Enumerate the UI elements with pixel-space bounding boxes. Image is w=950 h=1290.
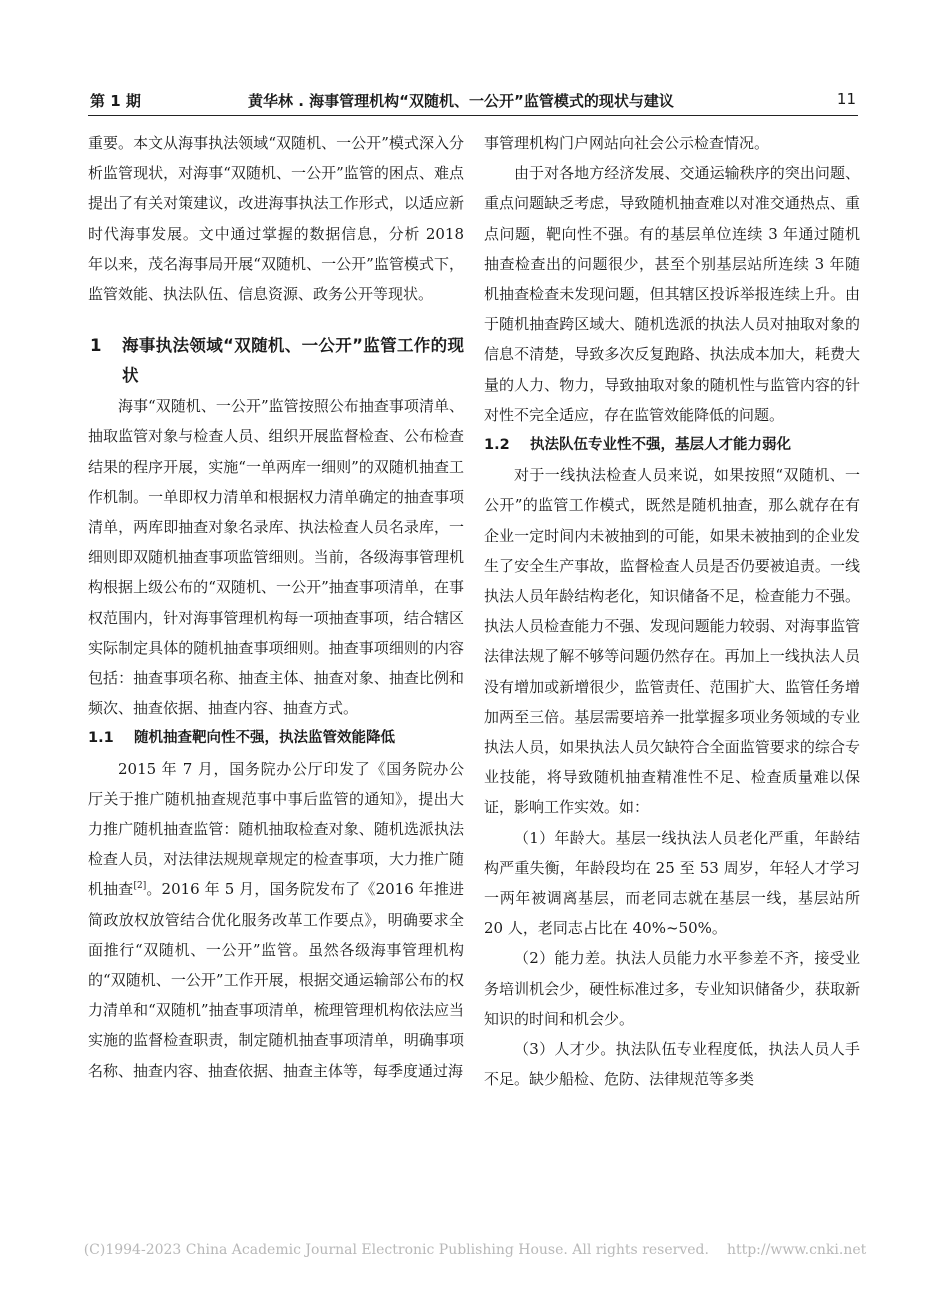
- subsection-1-2-paragraph: 对于一线执法检查人员来说，如果按照“双随机、一公开”的监管工作模式，既然是随机抽查，那么就存在有企业一定时间内未被抽到的可能，如果未被抽到的企业发生了安全生产事故，监督检查人员是否仍要被追责。一线执法人员年龄结构老化，知识储备不足，检查能力不强。执法人员检查能力不强、发现问题能力较弱、对海事监管法律法规了解不够等问题仍然存在。再加上一线执法人员没有增加或新增很少，监管责任、范围扩大、监管任务增加两至三倍。基层需要培养一批掌握多项业务领域的专业执法人员，如果执法人员欠缺符合全面监管要求的综合专业技能，将导致随机抽查精准性不足、检查质量难以保证，影响工作实效。如：: [484, 466, 860, 817]
- section-number: 1: [90, 336, 102, 356]
- continuation-paragraph: 事管理机构门户网站向社会公示检查情况。: [484, 134, 770, 152]
- subsection-number: 1.2: [484, 437, 510, 454]
- subsection-number: 1.1: [88, 730, 114, 747]
- subsection-title: 执法队伍专业性不强，基层人才能力弱化: [530, 437, 791, 454]
- paragraph-text: 2015 年 7 月，国务院办公厅印发了《国务院办公厅关于推广随机抽查规范事中事后监管的通知》，提出大力推广随机抽查监管：随机抽取检查对象、随机选派执法检查人员，对法律法规规章规定的检查事项，大力推广随机抽查: [88, 759, 464, 899]
- subsection-1-1-paragraph: [88, 754, 464, 1086]
- list-item: （1）年龄大。基层一线执法人员老化严重，年龄结构严重失衡，年龄段均在 25 至 53 周岁，年轻人才学习一两年被调离基层，而老同志就在基层一线，基层站所 20 人，老同志占比在 40%~50%。: [484, 828, 860, 938]
- issue-label: 第 1 期: [90, 92, 141, 110]
- left-column: [88, 128, 464, 1086]
- header-rule: [88, 115, 858, 116]
- subsection-heading-1-2: [484, 430, 860, 460]
- intro-paragraph: 重要。本文从海事执法领域“双随机、一公开”模式深入分析监管现状，对海事“双随机、一公开”监管的困点、难点提出了有关对策建议，改进海事执法工作形式，以适应新时代海事发展。文中通过掌握的数据信息，分析 2018 年以来，茂名海事局开展“双随机、一公开”监管模式下，监管效能、执法队伍、信息资源、政务公开等现状。: [88, 134, 464, 304]
- section-heading-1: [88, 331, 464, 391]
- section-title: 海事执法领域“双随机、一公开”监管工作的现状: [122, 336, 464, 386]
- paragraph: 由于对各地方经济发展、交通运输秩序的突出问题、重点问题缺乏考虑，导致随机抽查难以对准交通热点、重点问题，靶向性不强。有的基层单位连续 3 年通过随机抽查检查出的问题很少，甚至个别基层站所连续 3 年随机抽查检查未发现问题，但其辖区投诉举报连续上升。由于随机抽查跨区域大、随机选派的执法人员对抽取对象的信息不清楚，导致多次反复跑路、执法成本加大，耗费大量的人力、物力，导致抽取对象的随机性与监管内容的针对性不完全适应，存在监管效能降低的问题。: [484, 164, 860, 424]
- citation-reference: [2]: [133, 881, 147, 892]
- right-column: [484, 128, 860, 1095]
- section1-paragraph: 海事“双随机、一公开”监管按照公布抽查事项清单、抽取监管对象与检查人员、组织开展监督检查、公布检查结果的程序开展，实施“一单两库一细则”的双随机抽查工作机制。一单即权力清单和根据权力清单确定的抽查事项清单，两库即抽查对象名录库、执法检查人员名录库，一细则即双随机抽查事项监管细则。当前，各级海事管理机构根据上级公布的“双随机、一公开”抽查事项清单，在事权范围内，针对海事管理机构每一项抽查事项，结合辖区实际制定具体的随机抽查事项细则。抽查事项细则的内容包括：抽查事项名称、抽查主体、抽查对象、抽查比例和频次、抽查依据、抽查内容、抽查方式。: [88, 397, 464, 718]
- running-header: [88, 86, 858, 116]
- list-item: （3）人才少。执法队伍专业程度低，执法人员人手不足。缺少船检、危防、法律规范等多类: [484, 1040, 860, 1089]
- copyright-notice: (C)1994-2023 China Academic Journal Electronic Publishing House. All rights reserved.: [83, 1242, 709, 1258]
- paragraph-text: 。2016 年 5 月，国务院发布了《2016 年推进简政放权放管结合优化服务改革工作要点》，明确要求全面推行“双随机、一公开”监管。虽然各级海事管理机构的“双随机、一公开”工作开展，根据交通运输部公布的权力清单和“双随机”抽查事项清单，梳理管理机构依法应当实施的监督检查职责，制定随机抽查事项清单，明确事项名称、抽查内容、抽查依据、抽查主体等，每季度通过海: [88, 880, 464, 1080]
- subsection-heading-1-1: [88, 723, 464, 753]
- footer-url: http://www.cnki.net: [726, 1242, 867, 1258]
- subsection-title: 随机抽查靶向性不强，执法监管效能降低: [134, 730, 395, 747]
- copyright-footer: [0, 1242, 950, 1258]
- list-item: （2）能力差。执法人员能力水平参差不齐，接受业务培训机会少，硬性标准过多，专业知识储备少，获取新知识的时间和机会少。: [484, 949, 860, 1028]
- page-number: 11: [836, 90, 856, 108]
- running-title: 黄华林 . 海事管理机构“双随机、一公开”监管模式的现状与建议: [248, 92, 674, 110]
